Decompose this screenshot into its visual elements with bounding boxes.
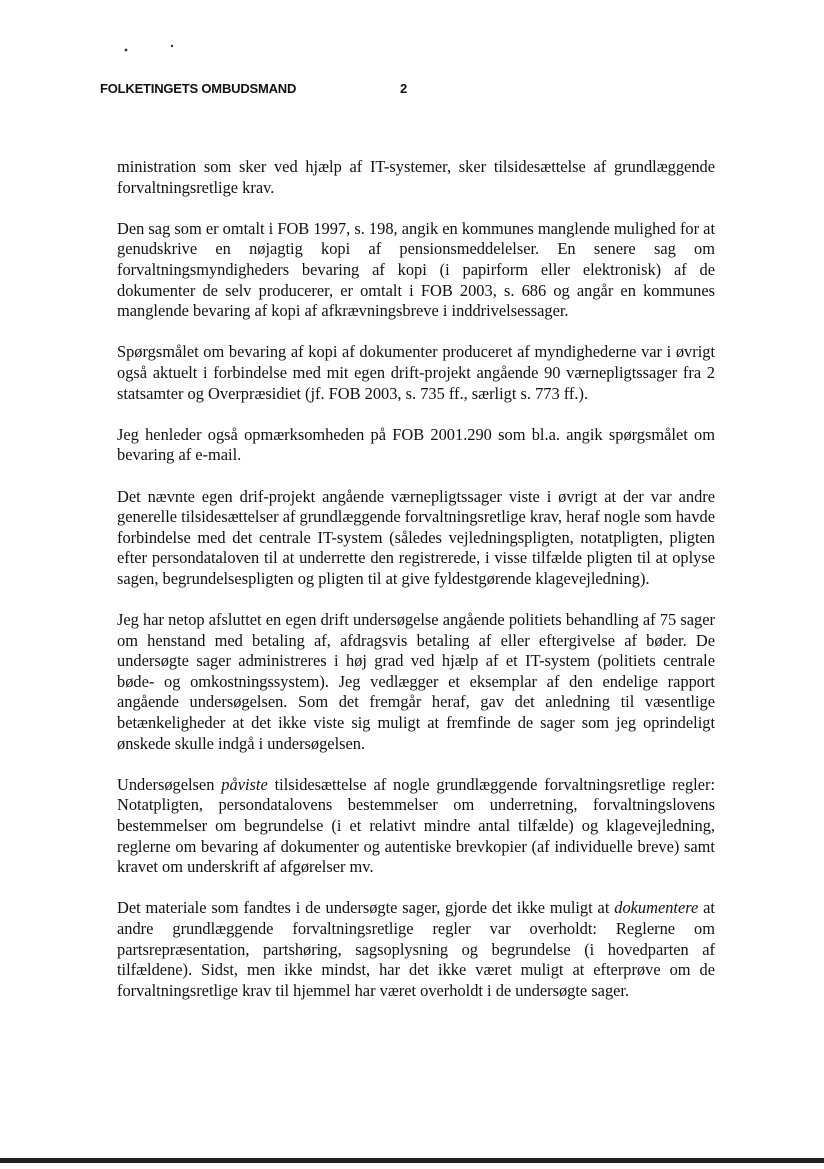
paragraph-4: Jeg henleder også opmærksomheden på FOB 2001.290 som bl.a. angik spørgsmålet om bevaring af e-mail.	[117, 424, 715, 465]
page-bottom-edge	[0, 1158, 824, 1163]
page-number: 2	[400, 81, 408, 96]
page-header-title: FOLKETINGETS OMBUDSMAND	[100, 81, 297, 96]
letter-body	[117, 157, 715, 1022]
paragraph-7-start: Undersøgelsen	[117, 774, 222, 794]
paragraph-6: Jeg har netop afsluttet en egen drift undersøgelse angående politiets behandling af 75 sager om henstand med betaling af, afdragsvis betaling af eller eftergivelse af bøder. De undersøgte sager administreres i høj grad ved hjælp af et IT-system (politiets centrale bøde- og omkostningssystem). Jeg vedlægger et eksemplar af den endelige rapport angående undersøgelsen. Som det fremgår heraf, gav det anledning til væsentlige betænkeligheder at det ikke viste sig muligt at fremfinde de sager som jeg oprindeligt ønskede skulle indgå i undersøgelsen.	[117, 610, 715, 753]
paragraph-1: ministration som sker ved hjælp af IT-systemer, sker tilsidesættelse af grundlæggende forvaltningsretlige krav.	[117, 157, 715, 197]
paragraph-7-emphasis: påviste	[221, 774, 268, 794]
paragraph-8-emphasis: dokumentere	[614, 898, 699, 918]
scan-specks	[0, 0, 824, 60]
paragraph-8-start: Det materiale som fandtes i de undersøgte sager, gjorde det ikke muligt at	[117, 898, 615, 918]
paragraph-8	[117, 898, 715, 1001]
paragraph-3: Spørgsmålet om bevaring af kopi af dokumenter produceret af myndighederne var i øvrigt også aktuelt i forbindelse med mit egen drift-projekt angående 90 værnepligtssager fra 2 statsamter og Overpræsidiet (jf. FOB 2003, s. 735 ff., særligt s. 773 ff.).	[117, 342, 715, 403]
paragraph-8-end: at andre grundlæggende forvaltningsretlige regler var overholdt: Reglerne om partsrepræsentation, partshøring, sagsoplysning og begrundelse (i hovedparten af tilfældene). Sidst, men ikke mindst, har det ikke været muligt at efterprøve om de forvaltningsretlige krav til hjemmel har været overholdt i de undersøgte sager.	[117, 898, 715, 1000]
paragraph-7	[117, 775, 715, 878]
paragraph-2: Den sag som er omtalt i FOB 1997, s. 198, angik en kommunes manglende mulighed for at genudskrive en nøjagtig kopi af pensionsmeddelelser. En senere sag om forvaltningsmyndigheders bevaring af kopi (i papirform eller elektronisk) af de dokumenter de selv producerer, er omtalt i FOB 2003, s. 686 og angår en kommunes manglende bevaring af kopi af afkrævningsbreve i inddrivelsessager.	[117, 218, 715, 321]
paragraph-5: Det nævnte egen drif-projekt angående værnepligtssager viste i øvrigt at der var andre generelle tilsidesættelser af grundlæggende forvaltningsretlige krav, heraf nogle som havde forbindelse med det centrale IT-system (således vejledningspligten, notatpligten, pligten efter persondataloven til at underrette den registrerede, i visse tilfælde pligten til at oplyse sagen, begrundelsespligten og pligten til at give fyldestgørende klagevejledning).	[117, 486, 715, 588]
paragraph-7-end: tilsidesættelse af nogle grundlæggende forvaltningsretlige regler: Notatpligten, persondatalovens bestemmelser om underretning, forvaltningslovens bestemmelser om begrundelse (i et relativt mindre antal tilfælde) og klagevejledning, reglerne om bevaring af dokumenter og autentiske brevkopier (af individuelle breve) samt kravet om underskrift af afgørelser mv.	[117, 774, 715, 877]
